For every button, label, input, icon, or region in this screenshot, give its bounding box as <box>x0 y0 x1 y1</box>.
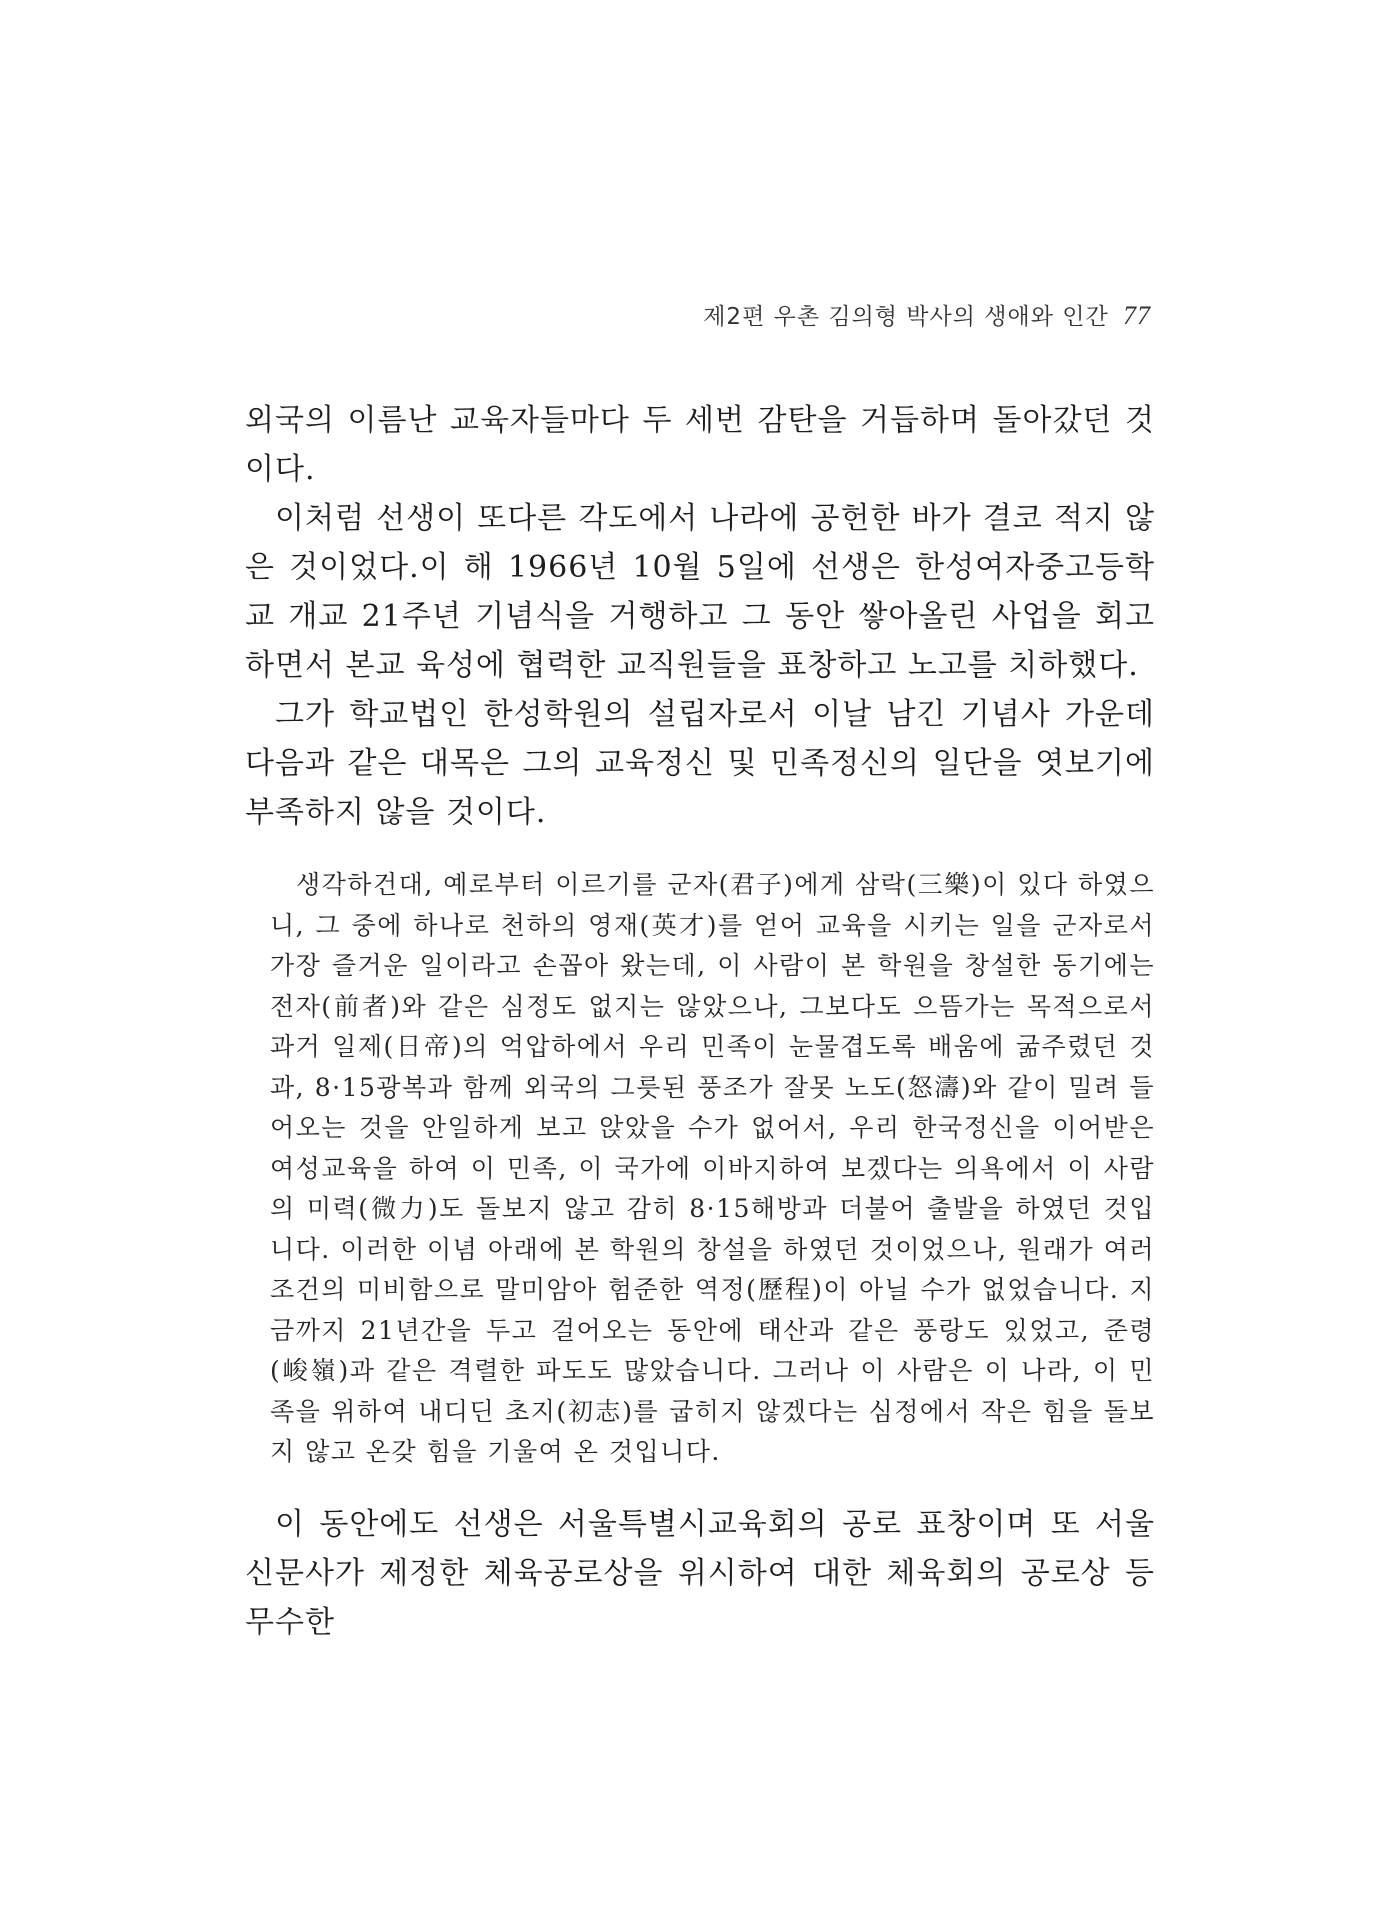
running-header <box>703 298 1151 331</box>
body-text-bottom <box>245 1500 1155 1647</box>
page-number: 77 <box>1123 301 1151 330</box>
paragraph-awards: 이 동안에도 선생은 서울특별시교육회의 공로 표창이며 또 서울신문사가 제정한 체육공로상을 위시하여 대한 체육회의 공로상 등 무수한 <box>245 1507 1155 1640</box>
paragraph-continued: 외국의 이름난 교육자들마다 두 세번 감탄을 거듭하며 돌아갔던 것이다. <box>245 403 1155 487</box>
quote-text: 생각하건대, 예로부터 이르기를 군자(君子)에게 삼락(三樂)이 있다 하였으니, 그 중에 하나로 천하의 영재(英才)를 얻어 교육을 시키는 일을 군자로서 가장 즐거운 일이라고 손꼽아 왔는데, 이 사람이 본 학원을 창설한 동기에는 전자(前者)와 같은 심정도 없지는 않았으나, 그보다도 으뜸가는 목적으로서 과거 일제(日帝)의 억압하에서 우리 민족이 눈물겹도록 배움에 굶주렸던 것과, 8·15광복과 함께 외국의 그릇된 풍조가 잘못 노도(怒濤)와 같이 밀려 들어오는 것을 안일하게 보고 앉았을 수가 없어서, 우리 한국정신을 이어받은 여성교육을 하여 이 민족, 이 국가에 이바지하여 보겠다는 의욕에서 이 사람의 미력(微力)도 돌보지 않고 감히 8·15해방과 더불어 출발을 하였던 것입니다. 이러한 이념 아래에 본 학원의 창설을 하였던 것이었으나, 원래가 여러 조건의 미비함으로 말미암아 험준한 역정(歷程)이 아닐 수가 없었습니다. 지금까지 21년간을 두고 걸어오는 동안에 태산과 같은 풍랑도 있었고, 준령(峻嶺)과 같은 격렬한 파도도 많았습니다. 그러나 이 사람은 이 나라, 이 민족을 위하여 내디딘 초지(初志)를 굽히지 않겠다는 심정에서 작은 힘을 돌보지 않고 온갖 힘을 기울여 온 것입니다. <box>270 870 1155 1466</box>
running-title: 제2편 우촌 김의형 박사의 생애와 인간 <box>703 304 1109 330</box>
paragraph-speech-intro: 그가 학교법인 한성학원의 설립자로서 이날 남긴 기념사 가운데 다음과 같은 대목은 그의 교육정신 및 민족정신의 일단을 엿보기에 부족하지 않을 것이다. <box>245 697 1155 830</box>
block-quote-speech <box>270 865 1155 1473</box>
paragraph-anniversary: 이처럼 선생이 또다른 각도에서 나라에 공헌한 바가 결코 적지 않은 것이었다.이 해 1966년 10월 5일에 선생은 한성여자중고등학교 개교 21주년 기념식을 거행하고 그 동안 쌓아올린 사업을 회고하면서 본교 육성에 협력한 교직원들을 표창하고 노고를 치하했다. <box>245 501 1155 683</box>
body-text-top <box>245 396 1155 837</box>
